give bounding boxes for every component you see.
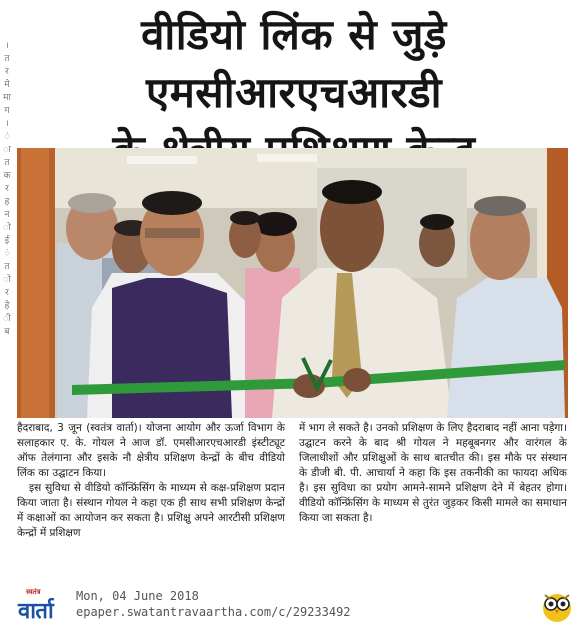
margin-char: न <box>4 210 10 220</box>
margin-char: क <box>3 171 11 181</box>
margin-char: र <box>5 184 9 194</box>
margin-char: मे <box>4 80 10 90</box>
article-body <box>17 421 568 581</box>
margin-char: । <box>5 119 9 129</box>
margin-char: ा <box>3 145 11 155</box>
margin-char: ं <box>4 132 10 142</box>
logo-small-text: स्वतंत्र <box>26 588 41 596</box>
margin-char: ी <box>3 314 11 324</box>
article-column-left <box>17 421 285 541</box>
margin-char: । <box>5 41 9 51</box>
margin-char: ो <box>3 275 11 285</box>
logo-main-text: वार्ता <box>18 599 54 624</box>
margin-char: ग <box>4 106 10 116</box>
article-paragraph: में भाग ले सकते है। उनको प्रशिक्षण के लिए हैदराबाद नहीं आना पड़ेगा। उद्घाटन करने के बाद श्री गोयल ने महबूबनगर और वारंगल के जिलाधीशों और प्रशिक्षुओं के साथ बातचीत की। इस मौके पर संस्थान के डीजी बी. पी. आचार्या ने कहा कि इस तकनीकी का फायदा अधिक है। इस सुविधा का प्रयोग आमने-सामने प्रशिक्षण देने में बेहतर होगा। वीडियो कॉन्फ्रिंसिंग के माध्यम से तुरंत जुड़कर किसी मामले का समाधान किया जा सकता है। <box>299 422 567 524</box>
margin-char: र <box>5 67 9 77</box>
margin-char: ह <box>4 197 10 207</box>
margin-char: ब <box>4 327 10 337</box>
margin-char: त <box>4 262 10 272</box>
margin-char: र <box>5 288 9 298</box>
headline-line-1: वीडियो लिंक से जुड़े एमसीआरएचआरडी <box>141 10 447 117</box>
edition-date: Mon, 04 June 2018 <box>76 589 199 603</box>
article-paragraph: इस सुविधा से वीडियो कॉन्फ्रिंसिंग के माध्यम से कक्ष-प्रशिक्षण प्रदान किया जाता है। संस्थान गोयल ने कहा एक ही साथ सभी प्रशिक्षण केन्द्रों में कक्षाओं का आयोजन कर सकता है। प्रशिक्षु अपने आरटीसी प्रशिक्षण केन्द्रों में प्रशिक्षण <box>17 482 285 539</box>
article-url[interactable]: epaper.swatantravaartha.com/c/29233492 <box>76 605 351 619</box>
margin-char: ो <box>3 223 11 233</box>
margin-char: ई <box>4 236 10 246</box>
newspaper-logo[interactable] <box>18 588 68 622</box>
margin-char: त <box>4 54 10 64</box>
margin-char: हे <box>4 301 10 311</box>
margin-char: ं <box>4 249 10 259</box>
margin-char: मा <box>3 93 11 103</box>
news-photo <box>17 148 568 418</box>
footer-bar <box>0 586 578 626</box>
article-paragraph: हैदराबाद, 3 जून (स्वतंत्र वार्ता)। योजना आयोग और ऊर्जा विभाग के सलाहकार ए. के. गोयल ने आज डॉ. एमसीआरएचआरडी इंस्टीट्यूट ऑफ तेलंगाना और इसके नौ क्षेत्रीय प्रशिक्षण केन्द्रों के बीच वीडियो लिंक का उद्घाटन किया। <box>17 422 285 479</box>
adjacent-column-fragment <box>0 40 14 570</box>
owl-icon[interactable] <box>541 589 573 623</box>
article-column-right <box>299 421 567 526</box>
margin-char: त <box>4 158 10 168</box>
